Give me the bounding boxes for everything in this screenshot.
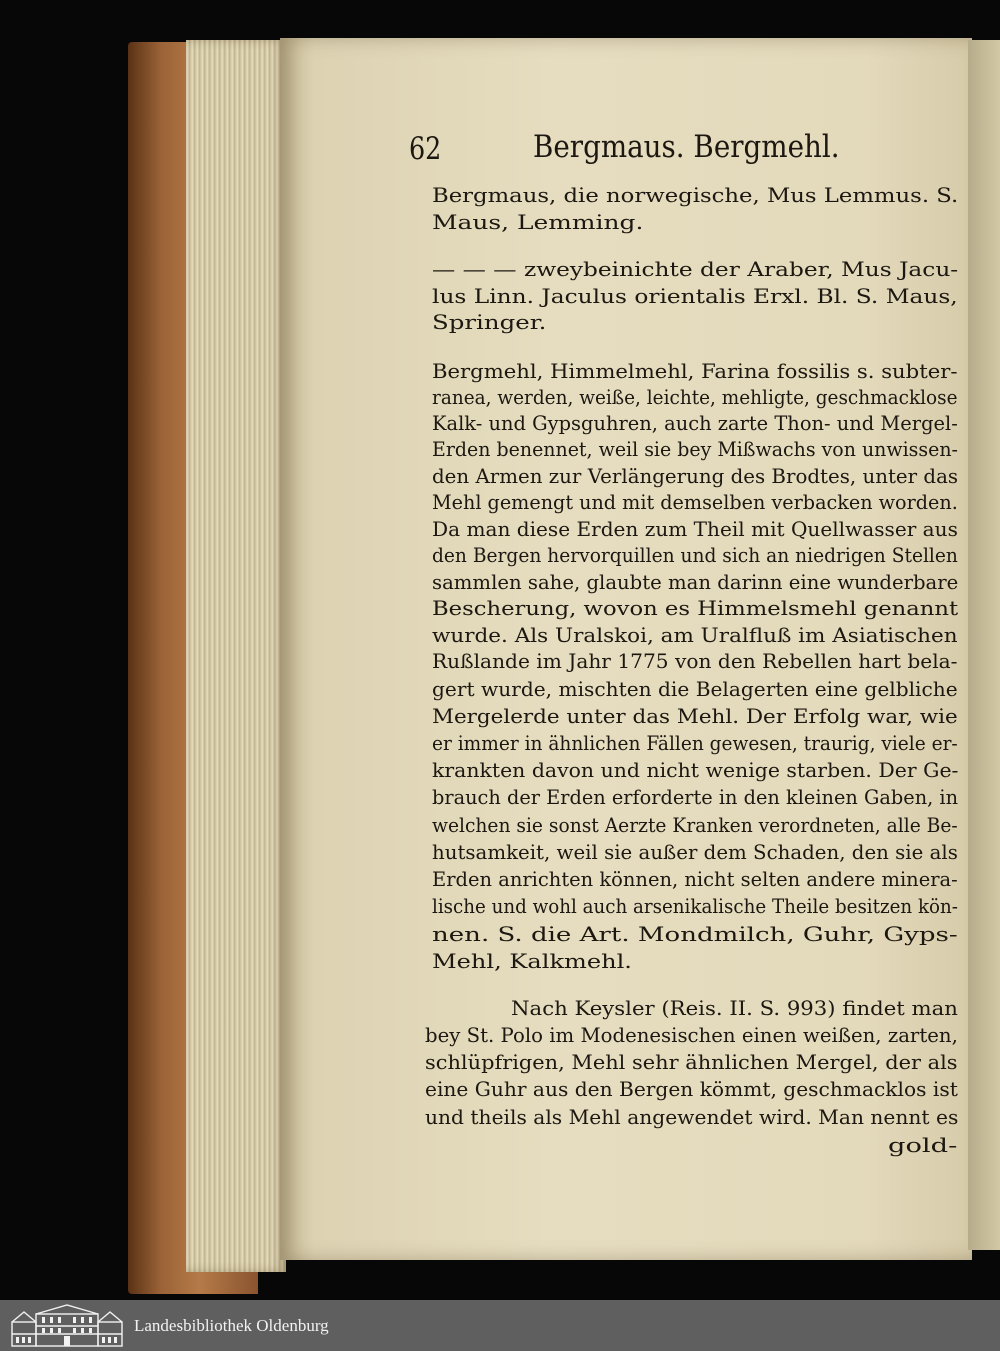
text-line: sammlen sahe, glaubte man darinn eine wunderbare xyxy=(432,571,959,594)
text-line: bey St. Polo im Modenesischen einen weißen, zarten, xyxy=(425,1024,958,1047)
text-line: Maus, Lemming. xyxy=(432,211,644,234)
text-line: den Bergen hervorquillen und sich an niedrigen Stellen xyxy=(432,544,958,567)
library-footer xyxy=(0,1300,1000,1351)
text-line: krankten davon und nicht wenige starben. Der Ge- xyxy=(432,759,959,782)
text-line: Erden anrichten können, nicht selten andere minera- xyxy=(432,868,958,891)
text-line: Da man diese Erden zum Theil mit Quellwasser aus xyxy=(432,518,958,541)
text-line: welchen sie sonst Aerzte Kranken verordneten, alle Be- xyxy=(432,814,958,837)
text-line: Mergelerde unter das Mehl. Der Erfolg war, wie xyxy=(432,705,958,728)
text-line: ranea, werden, weiße, leichte, mehligte, geschmacklose xyxy=(432,386,958,409)
text-line: nen. S. die Art. Mondmilch, Guhr, Gyps- xyxy=(432,923,958,946)
text-line: — — — zweybeinichte der Araber, Mus Jacu- xyxy=(432,258,959,281)
library-building-icon xyxy=(10,1304,124,1348)
text-line: Erden benennet, weil sie bey Mißwachs von unwissen- xyxy=(432,438,958,461)
text-line: Mehl gemengt und mit demselben verbacken worden. xyxy=(432,491,958,514)
text-line: Nach Keysler (Reis. II. S. 993) findet man xyxy=(511,997,958,1020)
text-line: Springer. xyxy=(432,311,547,334)
text-line: wurde. Als Uralskoi, am Uralfluß im Asiatischen xyxy=(432,624,958,647)
text-line: schlüpfrigen, Mehl sehr ähnlichen Mergel, der als xyxy=(425,1051,958,1074)
text-line: Rußlande im Jahr 1775 von den Rebellen hart bela- xyxy=(432,650,958,673)
page-edges xyxy=(186,40,286,1272)
text-line: hutsamkeit, weil sie außer dem Schaden, den sie als xyxy=(432,841,958,864)
text-line: lische und wohl auch arsenikalische Theile besitzen kön- xyxy=(432,895,958,918)
text-line: Bescherung, wovon es Himmelsmehl genannt xyxy=(432,597,959,620)
text-line: er immer in ähnlichen Fällen gewesen, traurig, viele er- xyxy=(432,732,958,755)
running-head: Bergmaus. Bergmehl. xyxy=(533,129,840,165)
text-line: eine Guhr aus den Bergen kömmt, geschmacklos ist xyxy=(425,1078,958,1101)
library-name: Landesbibliothek Oldenburg xyxy=(134,1316,329,1335)
text-line: Bergmaus, die norwegische, Mus Lemmus. S. xyxy=(432,184,959,207)
text-line: Kalk- und Gypsguhren, auch zarte Thon- und Mergel- xyxy=(432,412,958,435)
text-line: und theils als Mehl angewendet wird. Man nennt es xyxy=(425,1106,959,1129)
page-number: 62 xyxy=(409,131,442,167)
text-line: Bergmehl, Himmelmehl, Farina fossilis s. subter- xyxy=(432,360,958,383)
text-line: brauch der Erden erforderte in den kleinen Gaben, in xyxy=(432,786,959,809)
text-line: gert wurde, mischten die Belagerten eine gelbliche xyxy=(432,678,958,701)
text-line: Mehl, Kalkmehl. xyxy=(432,950,632,973)
facing-page-edge xyxy=(968,40,1000,1250)
text-line: den Armen zur Verlängerung des Brodtes, unter das xyxy=(432,465,959,488)
text-line: lus Linn. Jaculus orientalis Erxl. Bl. S. Maus, xyxy=(432,285,958,308)
text-line: gold- xyxy=(888,1134,958,1157)
